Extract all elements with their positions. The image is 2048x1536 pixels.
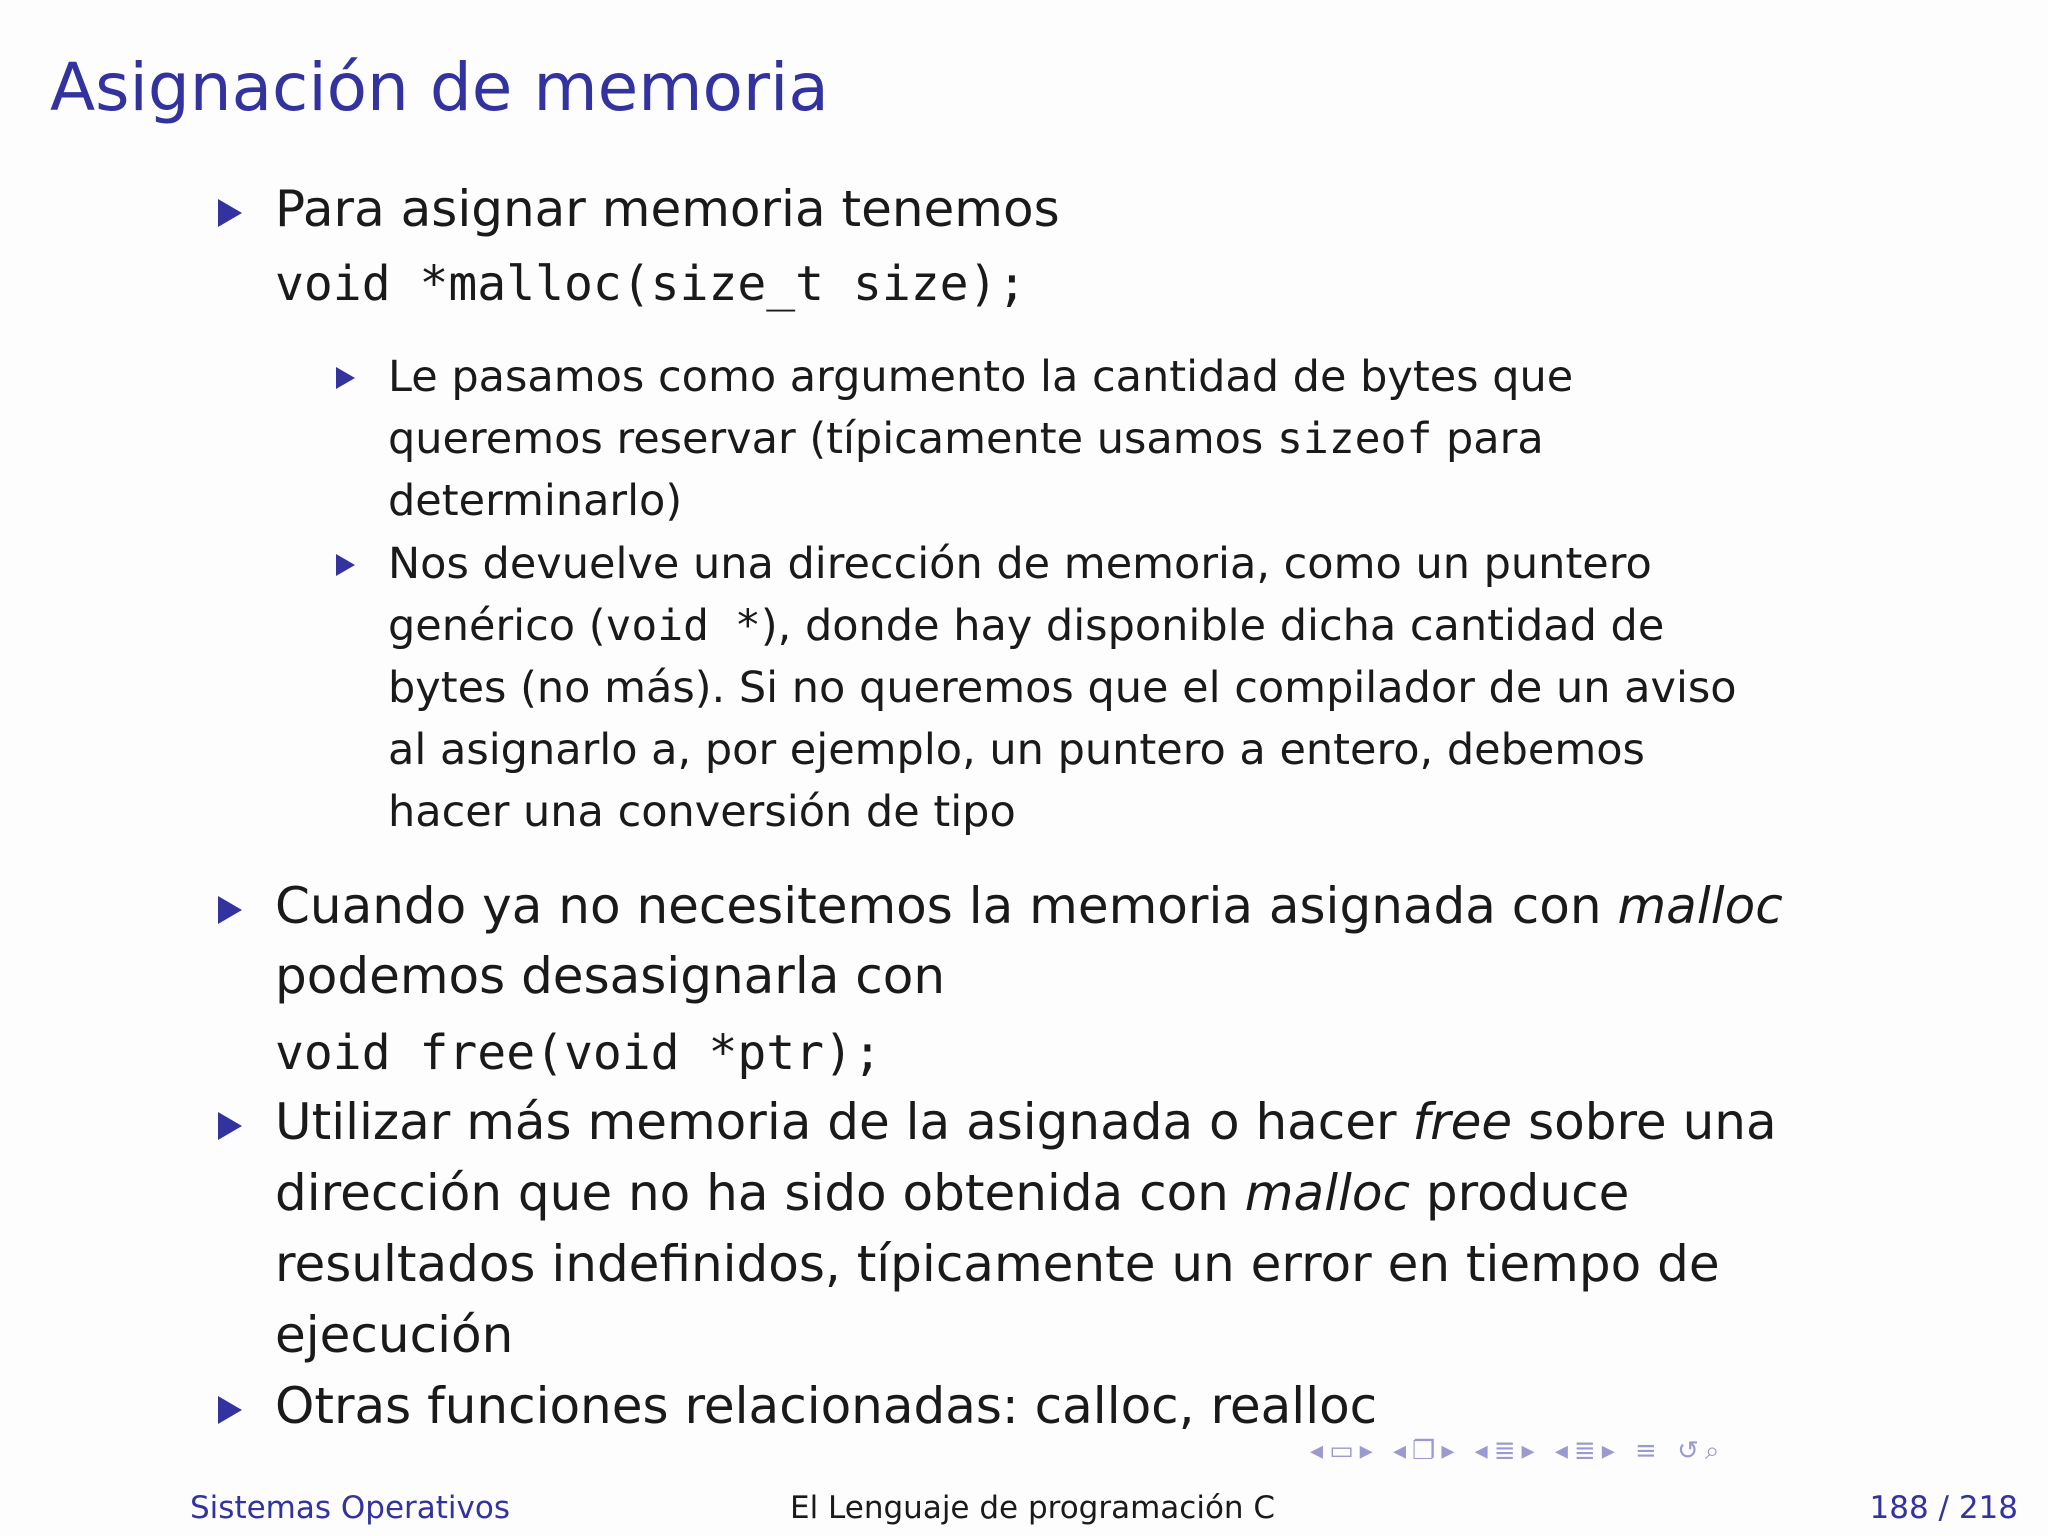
search-icon[interactable]: ⌕ [1704, 1436, 1726, 1466]
bullet-marker [218, 1112, 242, 1140]
sub-bullet-marker [336, 554, 355, 576]
text-span: para [1432, 414, 1544, 464]
bullet-3-line-3: resultados indefinidos, típicamente un error en tiempo de [275, 1235, 1720, 1293]
section-icon[interactable]: ≣ [1573, 1436, 1602, 1466]
bullet-1-code: void *malloc(size_t size); [275, 256, 1027, 312]
sub-bullet-2-line-2 [388, 601, 1664, 651]
text-span: produce [1409, 1164, 1630, 1222]
slide-title: Asignación de memoria [50, 49, 829, 126]
bullet-marker [218, 896, 242, 924]
inline-code: sizeof [1277, 414, 1433, 464]
section-icon[interactable]: ≣ [1493, 1436, 1522, 1466]
emphasis: malloc [1617, 877, 1783, 935]
inline-code: void * [605, 601, 761, 651]
sub-bullet-2-line-1: Nos devuelve una dirección de memoria, como un puntero [388, 539, 1652, 589]
navigation-bar [1310, 1436, 2030, 1476]
text-span: sobre una [1512, 1093, 1777, 1151]
frame-icon[interactable]: ▭ [1329, 1436, 1360, 1466]
bullet-2-line-1 [275, 877, 1783, 935]
bullet-marker [218, 1396, 242, 1424]
undo-icon[interactable]: ↺ [1677, 1436, 1705, 1466]
prev-arrow-icon[interactable]: ◂ [1474, 1436, 1494, 1466]
bullet-3-line-1 [275, 1093, 1777, 1151]
bullet-2-code: void free(void *ptr); [275, 1025, 882, 1081]
footer-course: Sistemas Operativos [190, 1490, 510, 1526]
sub-bullet-2-line-5: hacer una conversión de tipo [388, 787, 1016, 837]
next-arrow-icon[interactable]: ▸ [1359, 1436, 1379, 1466]
prev-arrow-icon[interactable]: ◂ [1392, 1436, 1413, 1466]
bullet-3-line-4: ejecución [275, 1306, 514, 1364]
prev-arrow-icon[interactable]: ◂ [1310, 1436, 1330, 1466]
text-span: genérico ( [388, 601, 606, 651]
bullet-2-line-2: podemos desasignarla con [275, 947, 946, 1005]
sub-bullet-marker [336, 367, 355, 389]
text-span: dirección que no ha sido obtenida con [275, 1164, 1245, 1222]
sub-bullet-2-line-3: bytes (no más). Si no queremos que el compilador de un aviso [388, 663, 1737, 713]
next-arrow-icon[interactable]: ▸ [1521, 1436, 1541, 1466]
bullet-3-line-2 [275, 1164, 1629, 1222]
footer-page-number: 188 / 218 [1869, 1490, 2018, 1526]
text-span: Utilizar más memoria de la asignada o hacer [275, 1093, 1413, 1151]
prev-arrow-icon[interactable]: ◂ [1554, 1436, 1574, 1466]
text-span: queremos reservar (típicamente usamos [388, 414, 1277, 464]
bullet-marker [218, 199, 242, 227]
footer-topic: El Lenguaje de programación C [790, 1490, 1276, 1526]
bullet-4-text: Otras funciones relacionadas: calloc, realloc [275, 1377, 1378, 1435]
next-arrow-icon[interactable]: ▸ [1601, 1436, 1621, 1466]
subsection-icon[interactable]: ❐ [1412, 1436, 1442, 1466]
text-span: Cuando ya no necesitemos la memoria asignada con [275, 877, 1618, 935]
bullet-1-text: Para asignar memoria tenemos [275, 180, 1060, 238]
sub-bullet-1-line-3: determinarlo) [388, 476, 683, 526]
emphasis: free [1412, 1093, 1513, 1151]
sub-bullet-1-line-2 [388, 414, 1544, 464]
emphasis: malloc [1244, 1164, 1410, 1222]
sub-bullet-2-line-4: al asignarlo a, por ejemplo, un puntero a entero, debemos [388, 725, 1645, 775]
next-arrow-icon[interactable]: ▸ [1441, 1436, 1461, 1466]
text-span: ), donde hay disponible dicha cantidad de [760, 601, 1665, 651]
sub-bullet-1-line-1: Le pasamos como argumento la cantidad de bytes que [388, 352, 1574, 402]
menu-icon[interactable]: ≡ [1635, 1436, 1663, 1466]
